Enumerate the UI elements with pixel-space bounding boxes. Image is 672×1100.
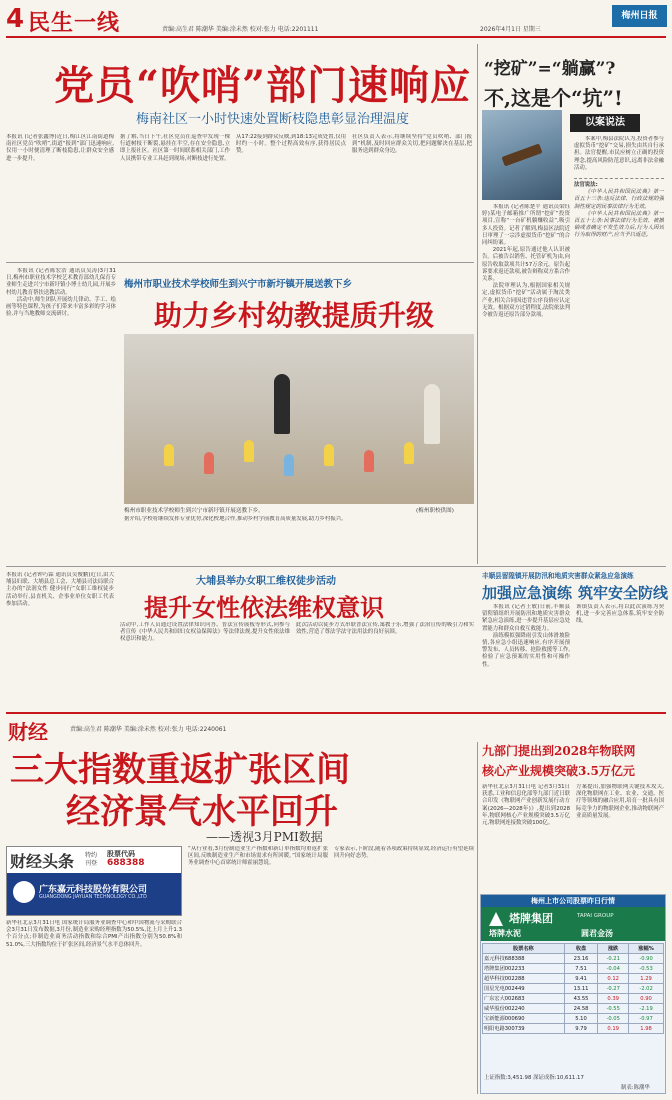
pmi-headline-2: 经济景气水平回升	[66, 792, 338, 832]
ad-title: 财经头条	[10, 852, 75, 871]
ad-code-label: 股票代码	[107, 850, 135, 858]
page-header	[0, 0, 672, 40]
child-figure	[204, 452, 214, 474]
table-cell: 5.10	[564, 1014, 598, 1024]
iot-col1: 新华社北京3月31日电 记者3月31日获悉,工业和信息化部等九部门近日联合印发《物联网产业创新发展行动方案(2026—2028年)》,提出到2028年,物联网核心产业规模突破3.5万亿元,物联网连接数突破100亿。	[482, 784, 570, 827]
table-cell: -0.05	[598, 1014, 629, 1024]
classroom-photo	[124, 334, 474, 504]
company-logo-icon	[13, 881, 35, 903]
stock-table-body	[483, 954, 664, 1034]
table-cell: 9.79	[564, 1024, 598, 1034]
story3-para: 本报讯 (记者陈宏浩 通讯员吴涛)3月31日,梅州市职业技术学校艺术教育部幼儿保育专业师生走进兴宁市新圩镇小博士幼儿园,开展乡村幼儿教育帮扶送教活动。	[6, 268, 116, 296]
divider-v1	[477, 44, 478, 564]
stock-panel	[480, 894, 666, 1094]
pmi-col1: 新华社北京3月31日电 国家统计局服务业调查中心和中国物流与采购联合会3月31日发布数据,3月份,制造业采购经理指数为50.5%,比上月上升1.3个百分点;非制造业商务活动指数和综合PMI产出指数分别为50.8%和51.0%,三大指数均位于扩张区间,经济景气水平总体回升。	[6, 920, 182, 948]
finance-header	[0, 712, 672, 744]
pmi-subtitle: ——透视3月PMI数据	[206, 830, 323, 844]
table-cell: -0.27	[598, 984, 629, 994]
story-preschool	[6, 266, 476, 566]
newspaper-logo	[612, 5, 667, 27]
story2-col1	[482, 204, 570, 544]
table-cell: -0.53	[629, 964, 664, 974]
table-cell: -0.21	[598, 954, 629, 964]
ad-tag-2: 刊登	[85, 860, 98, 867]
story5-title-right: 筑牢安全防线	[578, 584, 669, 602]
ad-stock-code: 688388	[107, 858, 145, 868]
stock-header-row	[483, 944, 664, 954]
story3-kicker: 梅州市职业技术学校师生到兴宁市新圩镇开展送教下乡	[124, 279, 353, 290]
story2-para: 本案中,梅县法院认为,投资者参与虚拟货币“挖矿”交易,损失由其自行承担。法官提醒,市民应树立正确的投资理念,提高风险防范意识,远离非法金融活动。	[574, 136, 664, 171]
story4-kicker: 大埔县举办女职工维权徒步活动	[196, 576, 336, 587]
ad-company-en: GUANGDONG JIAYUAN TECHNOLOGY CO.,LTD	[39, 895, 147, 900]
table-cell: 嘉元科技688388	[483, 954, 565, 964]
pmi-headline-1: 三大指数重返扩张区间	[10, 750, 350, 790]
story5-para: 演练模拟强降雨引发山体滑坡险情,各应急小组迅速响应,有序开展预警发布、人员转移、抢险救援等工作,检验了应急预案的实用性和可操作性。	[482, 632, 570, 668]
table-cell: 1.98	[629, 1024, 664, 1034]
logo-text: 梅州日报	[621, 11, 658, 21]
table-cell: 13.11	[564, 984, 598, 994]
quote-title: 法官说法:	[574, 182, 598, 189]
finance-section-title: 财经	[8, 720, 48, 744]
table-row	[483, 974, 664, 984]
table-row	[483, 1024, 664, 1034]
table-cell: 广东宏大002683	[483, 994, 565, 1004]
editor-line: 责编:高生君 陈潮华 美编:涂未然 校对:张力 电话:2201111	[162, 26, 319, 33]
col-header: 涨跌	[598, 944, 629, 954]
table-cell: 威华股份002240	[483, 1004, 565, 1014]
divider-h1	[6, 262, 474, 263]
child-figure	[364, 450, 374, 472]
story2-para: 2021年起,原告通过他人认识被告。后被告以销售、托管矿机为由,向原告收取款项共计57万余元。原告起诉要求返还款项,被告辩称双方系合作关系。	[482, 247, 570, 283]
ad-tag-1: 特约	[85, 852, 98, 859]
table-cell: 宝新能源000690	[483, 1014, 565, 1024]
story-mining	[480, 44, 666, 564]
table-cell: 国星光电002449	[483, 984, 565, 994]
col-header: 涨幅%	[629, 944, 664, 954]
story3-bottom-text: 据介绍,学校将继续发挥专业优势,深化校地合作,推动乡村学前教育高质量发展,助力乡村振兴。	[124, 516, 347, 522]
column-badge-text: 以案说法	[585, 117, 625, 128]
table-row	[483, 954, 664, 964]
story1-col2: 据了解,当日下午,社区党员在巡查中发现一棵行道树枝干断裂,悬挂在半空,存在安全隐患,立即上报社区。社区第一时间联系相关部门,工作人员携带专业工具赶到现场,对断枝进行处置。	[120, 134, 230, 162]
story3-left-col	[6, 268, 116, 558]
stock-brand: 塔牌集团	[509, 912, 553, 925]
story3-para: 活动中,师生团队开展幼儿律动、手工、绘画等特色课程,为孩子们带来丰富多彩的学习体验,并与当地教师交流研讨。	[6, 296, 116, 318]
story2-para: 本报讯 (记者陈楚平 通讯员梁钰婷)某电子邮箱推广所谓“挖矿”投资项目,宣称“一台矿机躺赚收益”,吸引多人投资。记者了解到,梅县区法院近日审理了一宗涉虚拟货币“挖矿”的合同纠纷案。	[482, 204, 570, 247]
iot-headline-1: 九部门提出到2028年物联网	[482, 744, 636, 758]
story3-headline: 助力乡村幼教提质升级	[154, 299, 435, 332]
table-row	[483, 1004, 664, 1014]
table-cell: 23.16	[564, 954, 598, 964]
child-figure	[164, 444, 174, 466]
quote-para: 《中华人民共和国民法典》第一百五十三条:违反法律、行政法规的强制性规定的民事法律行为无效。	[574, 189, 664, 210]
law-illustration	[482, 110, 562, 200]
col-header: 股票名称	[483, 944, 565, 954]
story1-subtitle: 梅南社区一小时快速处置断枝隐患彰显治理温度	[136, 112, 410, 127]
story5-banner: 丰顺县留隍镇开展防汛和地质灾害群众紧急应急演练	[482, 572, 634, 580]
pmi-col3: 专家表示,下阶段,随着各项政策持续显效,经济运行有望延续回升向好态势。	[334, 846, 474, 860]
story-pmi	[6, 742, 474, 1094]
stock-index-text: 上证指数:3,451.98 深证成指:10,611.17	[484, 1075, 584, 1081]
quote-box	[574, 178, 664, 240]
stock-slogan-left: 塔牌水泥	[489, 929, 521, 938]
table-cell: -0.90	[629, 954, 664, 964]
story1-col4: 社区负责人表示,将继续坚持“党员吹哨、部门报到”机制,及时回应群众关切,把问题解决在基层,把服务送到群众身边。	[352, 134, 472, 155]
quote-para: 《中华人民共和国民法典》第一百五十七条:民事法律行为无效、被撤销或者确定不发生效力后,行为人因该行为取得的财产,应当予以返还。	[574, 210, 664, 239]
divider-v2	[477, 742, 478, 1094]
child-figure	[244, 440, 254, 462]
table-cell: 43.55	[564, 994, 598, 1004]
photo-caption: 梅州市职业技术学校师生到兴宁市新圩镇开展送教下乡。	[124, 508, 264, 514]
story1-col3: 从17:22接到群众反映,到18:13完成处置,仅用时约一小时。整个过程高效有序,获得居民点赞。	[236, 134, 346, 155]
story2-para: 法院审理认为,根据国家相关规定,虚拟货币“挖矿”活动属于淘汰类产业,相关合同因违背公序良俗应认定无效。根据双方过错程度,法院依法判令被告返还原告部分款项。	[482, 283, 570, 319]
gavel-icon	[501, 143, 542, 166]
stock-table	[482, 943, 664, 1034]
table-row	[483, 1014, 664, 1024]
story-iot	[480, 742, 666, 892]
column-badge	[570, 114, 640, 132]
stock-brand-banner	[481, 907, 665, 941]
story-women-rights	[6, 568, 476, 710]
story4-col3: 此次活动以徒步方式串联普法宣传,寓教于乐,增强了法治宣传的吸引力和实效性,营造了尊法学法守法用法的良好氛围。	[296, 622, 474, 636]
finance-ad	[6, 846, 182, 916]
table-cell: 0.19	[598, 1024, 629, 1034]
table-cell: -2.19	[629, 1004, 664, 1014]
table-cell: 0.12	[598, 974, 629, 984]
story4-left-col: 本报讯 (记者钟巧霖 通讯员吴俊鹏)近日,由大埔县妇联、大埔县总工会、大埔县司法局联合主办的“法润女性 健步同行”女职工维权徒步活动举行,县直机关、企事业单位女职工代表参加活动。	[6, 572, 114, 607]
child-figure	[324, 444, 334, 466]
pmi-col2: “从行业看,3月份制造业生产指数和新订单指数均重返扩张区间,反映制造业生产和市场需求有所回暖。”国家统计局服务业调查中心首席统计师霍丽慧说。	[188, 846, 328, 867]
table-cell: -0.97	[629, 1014, 664, 1024]
story2-kicker: “挖矿”=“躺赢”?	[484, 59, 616, 79]
ad-company-name: 广东嘉元科技股份有限公司	[39, 885, 148, 895]
table-cell: 明阳电路300739	[483, 1024, 565, 1034]
story5-col1	[482, 604, 570, 708]
iot-col2: 方案提出,加强物联网关键技术攻关,深化物联网在工业、农业、交通、医疗等领域的融合应用,培育一批具有国际竞争力的物联网企业,推动物联网产业高质量发展。	[576, 784, 664, 819]
page-number: 4	[6, 4, 25, 34]
section-title: 民生一线	[28, 11, 121, 36]
stock-table-wrap	[482, 943, 664, 1034]
photo-credit: (梅州职校供图)	[416, 508, 454, 514]
story1-headline: 党员“吹哨”部门速响应	[54, 62, 472, 109]
table-cell: 塔牌集团002233	[483, 964, 565, 974]
table-cell: 0.39	[598, 994, 629, 1004]
header-rule	[6, 36, 666, 38]
col-header: 收盘	[564, 944, 598, 954]
teacher-figure	[274, 374, 290, 434]
story4-headline: 提升女性依法维权意识	[144, 593, 384, 622]
teacher-figure	[424, 384, 440, 444]
story-whistle	[6, 44, 476, 264]
issue-date: 2026年4月1日 星期三	[480, 26, 541, 33]
table-row	[483, 964, 664, 974]
finance-top-rule	[6, 712, 666, 714]
iot-headline-2: 核心产业规模突破3.5万亿元	[482, 764, 635, 778]
divider-h2	[6, 566, 666, 567]
table-cell: 9.41	[564, 974, 598, 984]
stock-brand-en: TAPAI GROUP	[577, 913, 614, 919]
table-row	[483, 994, 664, 1004]
story1-col1: 本报讯 (记者张鑫博)近日,梅江区江南街道梅南社区党员“吹哨”,街道“报到”部门迅速响应,仅用一小时便清理了断枝隐患,让群众安全感进一步提升。	[6, 134, 114, 162]
story4-col2: 活动中,工作人员通过设置法律知识问答、普法宣传展板等形式,向参与者宣传《中华人民共和国妇女权益保障法》等法律法规,提升女性依法维权意识和能力。	[120, 622, 290, 643]
table-row	[483, 984, 664, 994]
tower-icon	[489, 912, 503, 926]
story5-para: 本报讯 (记者王敏)日前,丰顺县留隍镇组织开展防汛和地质灾害群众紧急应急演练,进一步提升基层应急处置能力和群众自救互救能力。	[482, 604, 570, 632]
stock-heading: 梅州上市公司股票昨日行情	[481, 895, 665, 907]
table-cell: -0.04	[598, 964, 629, 974]
child-figure	[284, 454, 294, 476]
child-figure	[404, 442, 414, 464]
table-cell: 24.58	[564, 1004, 598, 1014]
ad-company-bar	[7, 873, 181, 915]
table-cell: 7.51	[564, 964, 598, 974]
table-cell: 0.90	[629, 994, 664, 1004]
story2-headline: 不,这是个“坑”!	[484, 86, 623, 110]
table-cell: -2.02	[629, 984, 664, 994]
story5-title-left: 加强应急演练	[482, 584, 573, 602]
story-emergency-drill	[480, 568, 669, 710]
table-cell: 超华科技002288	[483, 974, 565, 984]
finance-editor-line: 责编:高生君 陈潮华 美编:涂未然 校对:张力 电话:2240061	[70, 726, 227, 733]
table-cell: -0.55	[598, 1004, 629, 1014]
table-cell: 1.29	[629, 974, 664, 984]
story5-col2: 该镇负责人表示,将以此次演练为契机,进一步完善应急体系,筑牢安全防线。	[576, 604, 664, 625]
stock-footer: 制表:陈潮华	[621, 1085, 650, 1091]
story2-col2	[574, 136, 664, 546]
stock-slogan-right: 圆君金汤	[581, 929, 613, 938]
